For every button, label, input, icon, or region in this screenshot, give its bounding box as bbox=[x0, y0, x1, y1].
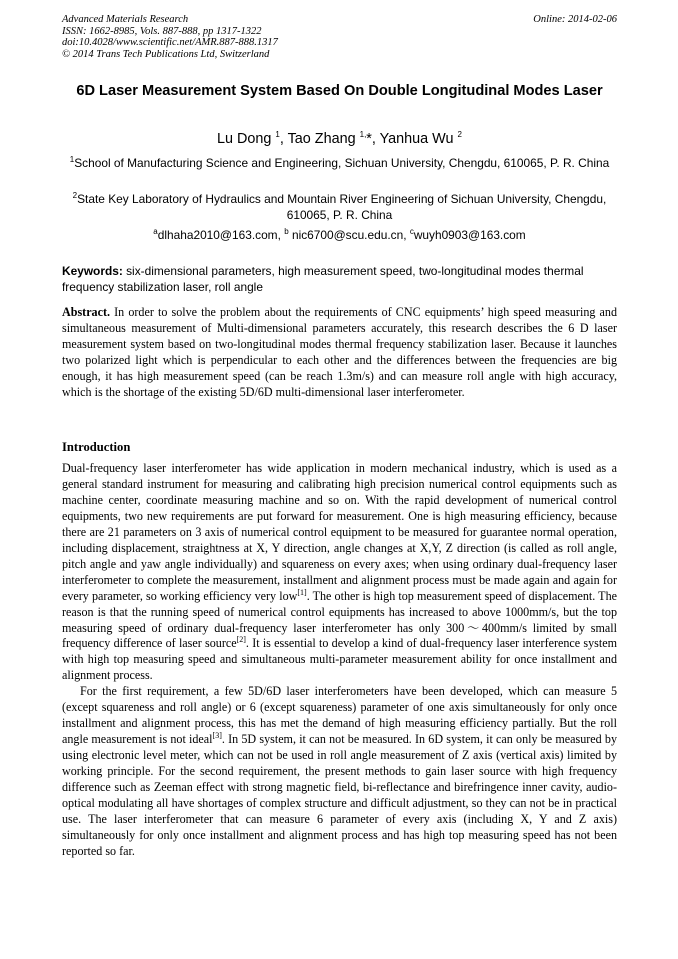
abstract-label: Abstract. bbox=[62, 305, 111, 319]
email-list bbox=[62, 228, 617, 244]
affiliation-2 bbox=[62, 192, 617, 223]
citation-ref: [2] bbox=[236, 635, 246, 645]
keywords bbox=[62, 264, 617, 295]
citation-ref: [1] bbox=[297, 587, 307, 597]
email-sup: b bbox=[284, 227, 289, 237]
author-name: , Yanhua Wu bbox=[371, 131, 458, 147]
abstract bbox=[62, 304, 617, 400]
affiliation-text: State Key Laboratory of Hydraulics and Mountain River Engineering of Sichuan University, Chengdu, 610065, P. R. China bbox=[77, 192, 607, 222]
keywords-text: six-dimensional parameters, high measurement speed, two-longitudinal modes thermal frequency stabilization laser, roll angle bbox=[62, 264, 584, 294]
paragraph bbox=[62, 684, 617, 859]
citation-ref: [3] bbox=[212, 731, 222, 741]
online-date: Online: 2014-02-06 bbox=[533, 14, 617, 25]
paragraph bbox=[62, 461, 617, 684]
email-sup: c bbox=[409, 227, 414, 237]
doi-line: doi:10.4028/www.scientific.net/AMR.887-888.1317 bbox=[62, 37, 278, 49]
paragraph-text: . In 5D system, it can not be measured. In 6D system, it can only be measured by using electronic level meter, which can not be used in roll angle measurement of Z axis (vertical axis) limited by working principle. For the second requirement, the present methods to gain laser source with high frequency difference such as Zeeman effect with strong magnetic field, bi-reflectance and birefringence inner cavity, audio-optical modulating all have shortages of complex structure and difficult adjustment, so they can not be in practical use. The laser interferometer that can measure 6 parameter of every axis (including X, Y and Z axis) simultaneously for only once installment and alignment process and has high top measuring speed has not been reported so far. bbox=[62, 732, 617, 858]
paragraph-text: Dual-frequency laser interferometer has wide application in modern mechanical industry, which is used as a general standard instrument for measuring and calibrating high precision numerical control equipments such as machine center, coordinate measuring machine and so on. With the rapid development of numerical control equipments, two new requirements are put forward for measurement. One is high measuring efficiency, because there are 21 parameters on 3 axis of numerical control equipment to be measured for guarantee normal operation, including displacement, straightness at X, Y direction, angle changes at X,Y, Z direction (is called as roll angle, pitch angle and yaw angle individually) and squareness on every axes; when using ordinary dual-frequency laser interferometer to complete the measurement, installment and alignment process must be made again and again for every parameter, so working efficiency very low bbox=[62, 461, 617, 603]
abstract-text: In order to solve the problem about the requirements of CNC equipments’ high speed measuring and simultaneous measurement of Multi-dimensional parameters accurately, this research describes the 6 D laser measurement system based on two-longitudinal modes thermal frequency stabilization laser. Because it launches two polarized light which is perpendicular to each other and the differences between the frequencies are big enough, it has high measurement speed (can be reach 1.3m/s) and can measure roll angle with high accuracy, which is the shortage of the existing 5D/6D multi-dimensional laser interferometer. bbox=[62, 305, 617, 399]
paragraph-text: . The other is high top measurement speed of displacement. The reason is that the running speed of numerical control equipments has increased to above 1000mm/s, but the top measuring speed of ordinary dual-frequency laser interferometer has only 300～400mm/s limited by small frequency difference of laser source bbox=[62, 588, 617, 651]
author-list bbox=[62, 130, 617, 148]
author-sup: 2 bbox=[457, 130, 462, 140]
keywords-label: Keywords: bbox=[62, 264, 123, 278]
paragraph-text: . It is essential to develop a kind of dual-frequency laser interference system with high top measuring speed and simultaneous multi-parameter measurement ability for once installment and alignment process. bbox=[62, 636, 617, 683]
affiliation-1 bbox=[62, 156, 617, 172]
email: wuyh0903@163.com bbox=[413, 228, 526, 242]
email-sup: a bbox=[153, 227, 158, 237]
introduction-body bbox=[62, 461, 617, 860]
affiliation-sup: 2 bbox=[72, 191, 78, 201]
author-name: Lu Dong bbox=[217, 131, 276, 147]
journal-header bbox=[62, 14, 617, 60]
issn-line: ISSN: 1662-8985, Vols. 887-888, pp 1317-1322 bbox=[62, 25, 262, 37]
corresponding-mark: * bbox=[366, 131, 372, 147]
journal-name: Advanced Materials Research bbox=[62, 14, 189, 25]
author-sup: 1 bbox=[275, 130, 280, 140]
copyright-line: © 2014 Trans Tech Publications Ltd, Switzerland bbox=[62, 48, 270, 60]
paragraph-text: For the first requirement, a few 5D/6D laser interferometers have been developed, which can measure 5 (except squareness and roll angle) or 6 (except squareness) parameter of one axis simultaneously for only once installment and alignment process, this has met the demand of high measuring efficiency partially. But the roll angle measurement is not ideal bbox=[62, 684, 617, 747]
paper-title: 6D Laser Measurement System Based On Double Longitudinal Modes Laser bbox=[76, 83, 603, 99]
author-name: , Tao Zhang bbox=[279, 131, 360, 147]
affiliation-sup: 1 bbox=[69, 155, 75, 165]
section-heading-introduction: Introduction bbox=[62, 440, 131, 454]
affiliation-text: School of Manufacturing Science and Engineering, Sichuan University, Chengdu, 610065, P. R. China bbox=[74, 156, 610, 170]
author-sup: 1, bbox=[359, 130, 367, 140]
email: dlhaha2010@163.com, bbox=[157, 228, 285, 242]
email: nic6700@scu.edu.cn, bbox=[288, 228, 410, 242]
